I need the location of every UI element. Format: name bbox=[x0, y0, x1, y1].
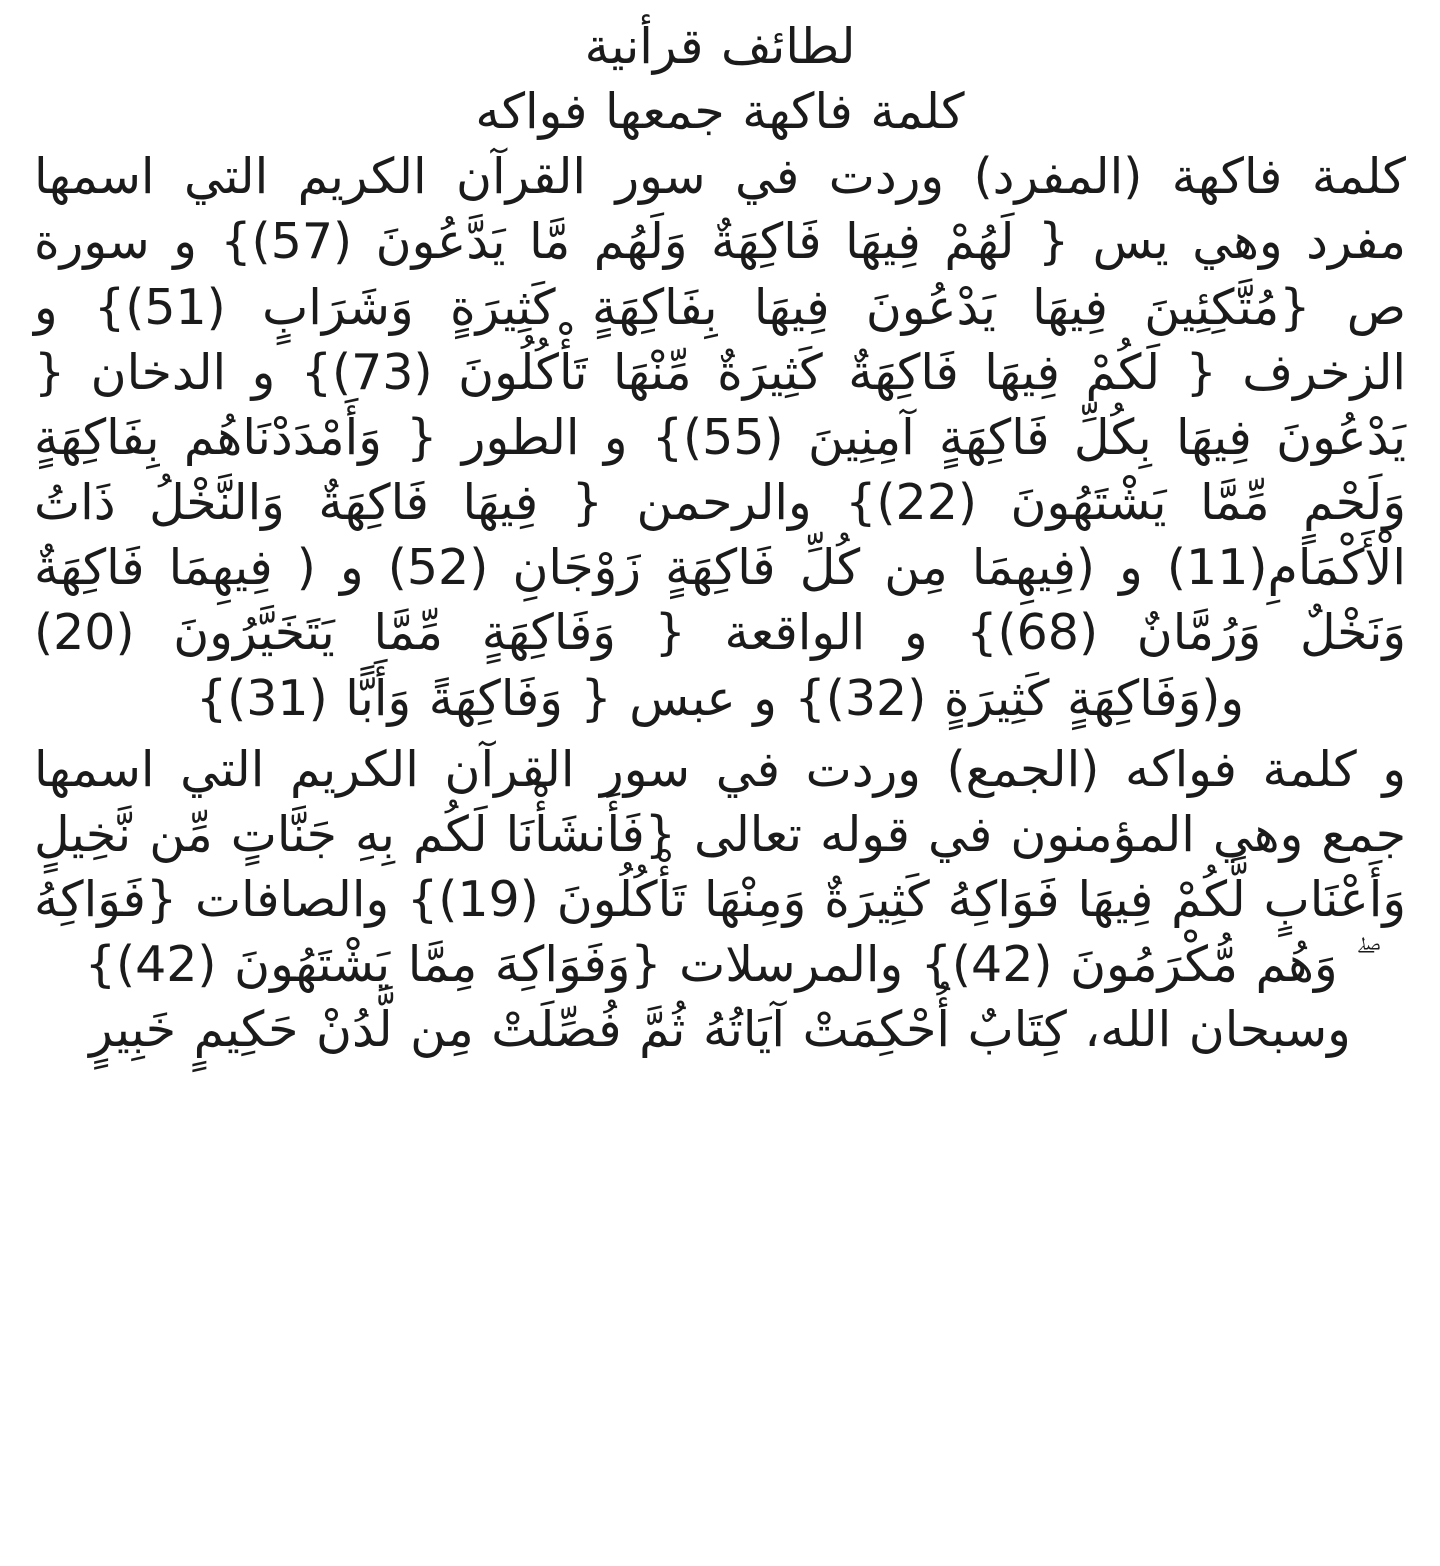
paragraph-closing: وسبحان الله، كِتَابٌ أُحْكِمَتْ آيَاتُهُ ثُمَّ فُصِّلَتْ مِن لَّدُنْ حَكِيمٍ خَبِيرٍ bbox=[89, 1001, 1351, 1059]
document-body bbox=[34, 14, 1406, 1063]
document-subtitle: كلمة فاكهة جمعها فواكه bbox=[475, 83, 965, 141]
paragraph-singular-occurrences: كلمة فاكهة (المفرد) وردت في سور القرآن الكريم التي اسمها مفرد وهي يس { لَهُمْ فِيهَا فَاكِهَةٌ وَلَهُم مَّا يَدَّعُونَ (57)} و سورة ص {مُتَّكِئِينَ فِيهَا يَدْعُونَ فِيهَا بِفَاكِهَةٍ كَثِيرَةٍ وَشَرَابٍ (51)} و الزخرف { لَكُمْ فِيهَا فَاكِهَةٌ كَثِيرَةٌ مِّنْهَا تَأْكُلُونَ (73)} و الدخان { يَدْعُونَ فِيهَا بِكُلِّ فَاكِهَةٍ آمِنِينَ (55)} و الطور { وَأَمْدَدْنَاهُم بِفَاكِهَةٍ وَلَحْمٍ مِّمَّا يَشْتَهُونَ (22)} والرحمن { فِيهَا فَاكِهَةٌ وَالنَّخْلُ ذَاتُ الْأَكْمَامِ(11) و (فِيهِمَا مِن كُلِّ فَاكِهَةٍ زَوْجَانِ (52) و ( فِيهِمَا فَاكِهَةٌ وَنَخْلٌ وَرُمَّانٌ (68)} و الواقعة { وَفَاكِهَةٍ مِّمَّا يَتَخَيَّرُونَ (20) و(وَفَاكِهَةٍ كَثِيرَةٍ (32)} و عبس { وَفَاكِهَةً وَأَبًّا (31)} bbox=[34, 148, 1407, 727]
document-title: لطائف قرأنية bbox=[584, 18, 856, 75]
paragraph-plural-occurrences: و كلمة فواكه (الجمع) وردت في سور القرآن الكريم التي اسمها جمع وهي المؤمنون في قوله تعالى {فَأَنشَأْنَا لَكُم بِهِ جَنَّاتٍ مِّن نَّخِيلٍ وَأَعْنَابٍ لَّكُمْ فِيهَا فَوَاكِهُ كَثِيرَةٌ وَمِنْهَا تَأْكُلُونَ (19)} والصافات {فَوَاكِهُ ۖ وَهُم مُّكْرَمُونَ (42)} والمرسلات {وَفَوَاكِهَ مِمَّا يَشْتَهُونَ (42)} bbox=[34, 740, 1407, 994]
